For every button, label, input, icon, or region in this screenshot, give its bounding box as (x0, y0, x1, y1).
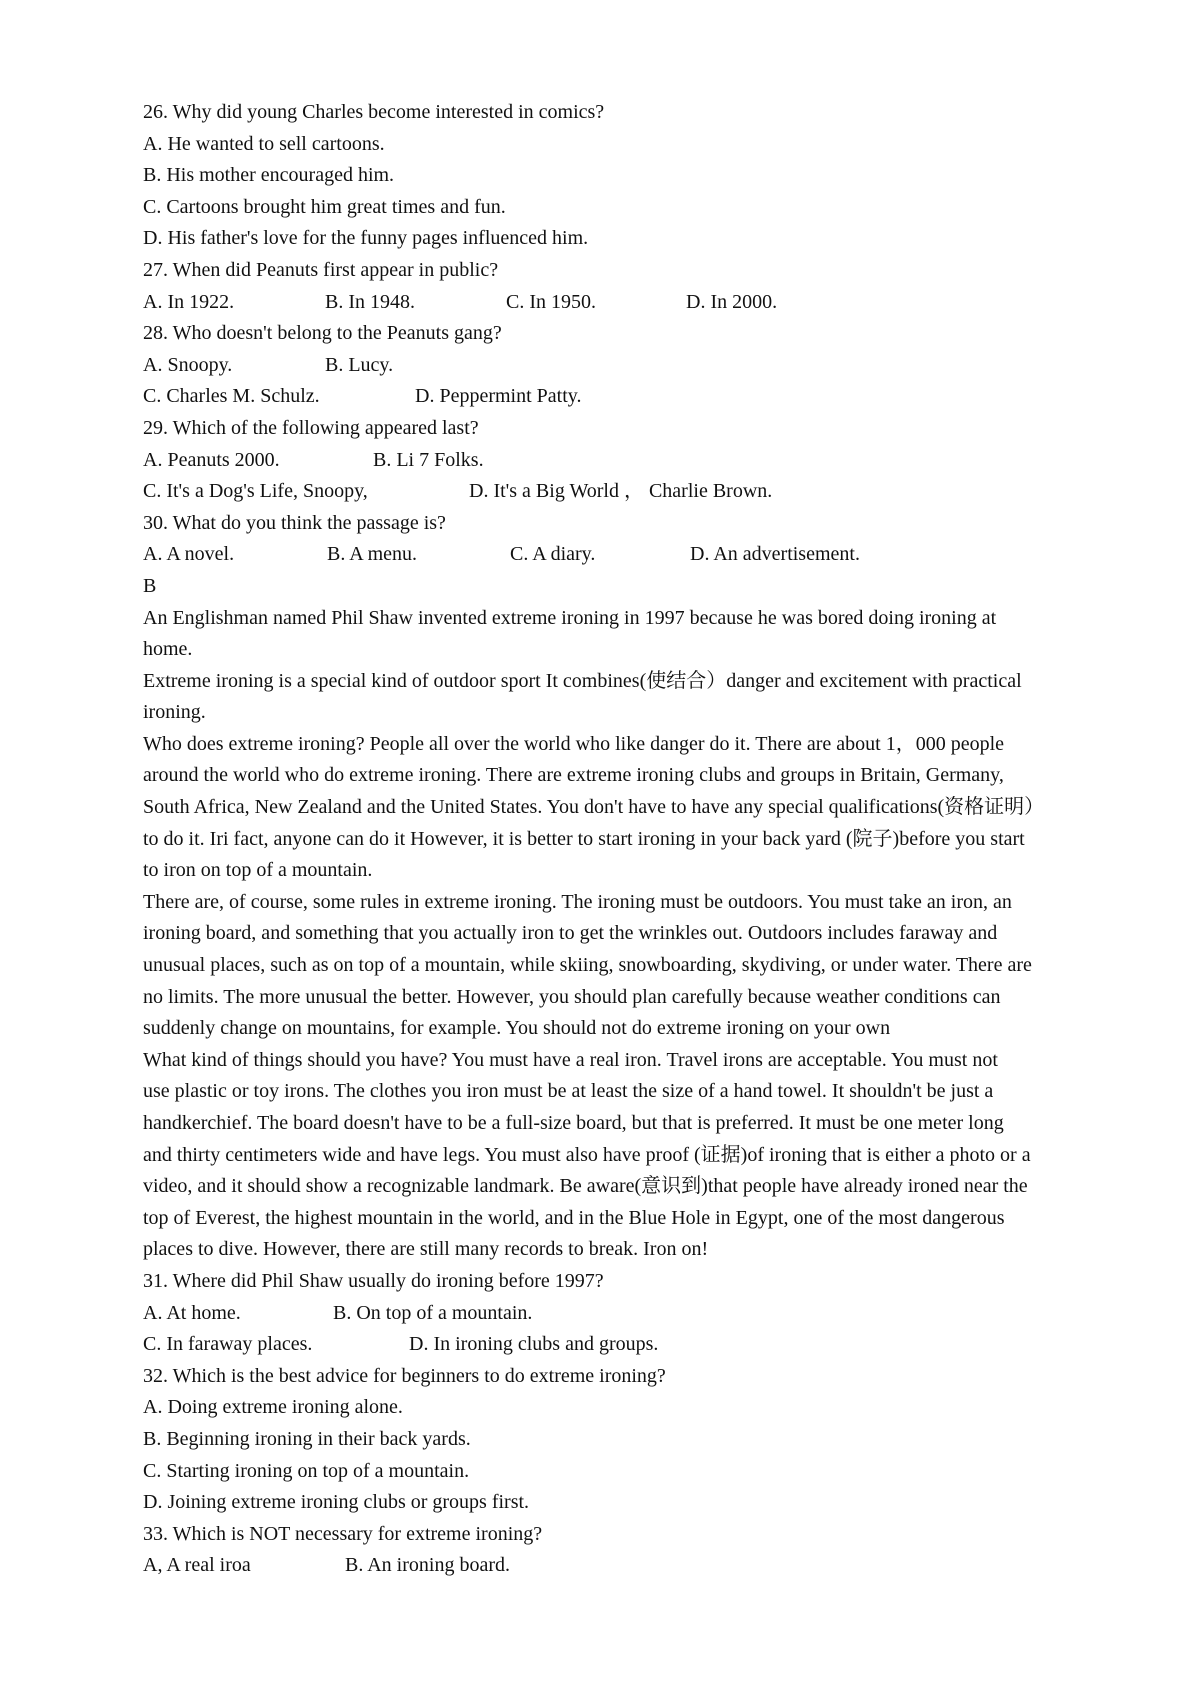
paragraph-line: An Englishman named Phil Shaw invented extreme ironing in 1997 because he was bored doing ironing at (143, 606, 997, 629)
q26-option-c: C. Cartoons brought him great times and fun. (143, 195, 506, 218)
q26-option-d: D. His father's love for the funny pages influenced him. (143, 227, 589, 250)
question-29: 29. Which of the following appeared last? (143, 416, 479, 439)
paragraph-line: ironing board, and something that you actually iron to get the wrinkles out. Outdoors includes faraway and (143, 922, 998, 945)
q28-option-a: A. Snoopy. (143, 353, 233, 376)
q29-option-a: A. Peanuts 2000. (143, 448, 280, 471)
q29-option-b: B. Li 7 Folks. (373, 448, 484, 471)
paragraph-line: no limits. The more unusual the better. However, you should plan carefully because weather conditions can (143, 985, 1001, 1008)
q26-option-a: A. He wanted to sell cartoons. (143, 132, 385, 155)
q31-option-b: B. On top of a mountain. (333, 1301, 533, 1324)
passage-paragraph-3 (143, 729, 1100, 887)
section-b-label: B (143, 574, 157, 597)
question-26: 26. Why did young Charles become interested in comics? (143, 101, 605, 123)
paragraph-line: Extreme ironing is a special kind of outdoor sport It combines(使结合）danger and excitement with practical (143, 669, 1022, 692)
question-31: 31. Where did Phil Shaw usually do ironing before 1997? (143, 1269, 604, 1292)
passage-paragraph-1 (143, 603, 1100, 666)
q32-option-d: D. Joining extreme ironing clubs or groups first. (143, 1491, 530, 1514)
paragraph-line: video, and it should show a recognizable landmark. Be aware(意识到)that people have already ironed near the (143, 1175, 1028, 1198)
paragraph-line: use plastic or toy irons. The clothes you iron must be at least the size of a hand towel. It shouldn't be just a (143, 1080, 994, 1103)
question-27: 27. When did Peanuts first appear in public? (143, 258, 499, 281)
paragraph-line: South Africa, New Zealand and the United States. You don't have to have any special qualifications(资格证明） (143, 796, 1045, 819)
paragraph-line: places to dive. However, there are still many records to break. Iron on! (143, 1238, 709, 1261)
q27-option-d: D. In 2000. (686, 290, 778, 313)
q28-options-ab (143, 350, 1100, 382)
q27-options (143, 287, 1100, 319)
q32-option-c: C. Starting ironing on top of a mountain. (143, 1459, 470, 1482)
q30-option-c: C. A diary. (510, 543, 596, 566)
q30-option-a: A. A novel. (143, 543, 235, 566)
q26-option-b: B. His mother encouraged him. (143, 164, 395, 187)
question-28: 28. Who doesn't belong to the Peanuts gang? (143, 322, 502, 345)
q33-option-b: B. An ironing board. (345, 1554, 510, 1577)
q29-options-cd (143, 476, 1100, 508)
paragraph-line: What kind of things should you have? You must have a real iron. Travel irons are acceptable. You must not (143, 1048, 998, 1071)
q27-option-b: B. In 1948. (325, 290, 415, 313)
q28-option-b: B. Lucy. (325, 353, 394, 376)
question-33: 33. Which is NOT necessary for extreme ironing? (143, 1522, 543, 1545)
q30-option-d: D. An advertisement. (690, 543, 860, 566)
paragraph-line: to do it. Iri fact, anyone can do it However, it is better to start ironing in your back yard (院子)before you start (143, 827, 1025, 850)
q30-options (143, 539, 1100, 571)
q29-option-c: C. It's a Dog's Life, Snoopy, (143, 480, 368, 503)
paragraph-line: home. (143, 638, 193, 661)
q28-option-c: C. Charles M. Schulz. (143, 385, 320, 408)
paragraph-line: There are, of course, some rules in extreme ironing. The ironing must be outdoors. You must take an iron, an (143, 890, 1012, 913)
q32-option-a: A. Doing extreme ironing alone. (143, 1396, 403, 1419)
q33-option-a: A, A real iroa (143, 1554, 251, 1577)
paragraph-line: suddenly change on mountains, for example. You should not do extreme ironing on your own (143, 1017, 891, 1040)
q29-options-ab (143, 445, 1100, 477)
question-30: 30. What do you think the passage is? (143, 511, 446, 534)
question-32: 32. Which is the best advice for beginners to do extreme ironing? (143, 1364, 666, 1387)
passage-paragraph-4 (143, 887, 1100, 1045)
passage-paragraph-2 (143, 666, 1100, 729)
paragraph-line: and thirty centimeters wide and have legs. You must also have proof (证据)of ironing that is either a photo or a (143, 1143, 1031, 1166)
q28-option-d: D. Peppermint Patty. (415, 385, 582, 408)
paragraph-line: Who does extreme ironing? People all over the world who like danger do it. There are about 1，000 people (143, 732, 1005, 755)
document-page (143, 97, 1100, 1582)
q27-option-c: C. In 1950. (506, 290, 596, 313)
q31-option-d: D. In ironing clubs and groups. (409, 1333, 659, 1356)
q31-options-ab (143, 1298, 1100, 1330)
q31-options-cd (143, 1329, 1100, 1361)
paragraph-line: unusual places, such as on top of a mountain, while skiing, snowboarding, skydiving, or under water. There are (143, 954, 1032, 977)
paragraph-line: around the world who do extreme ironing. There are extreme ironing clubs and groups in Britain, Germany, (143, 764, 1004, 787)
paragraph-line: to iron on top of a mountain. (143, 859, 373, 882)
q31-option-a: A. At home. (143, 1301, 241, 1324)
q31-option-c: C. In faraway places. (143, 1333, 313, 1356)
q32-option-b: B. Beginning ironing in their back yards. (143, 1427, 471, 1450)
q28-options-cd (143, 381, 1100, 413)
q33-options-ab (143, 1550, 1100, 1582)
paragraph-line: handkerchief. The board doesn't have to be a full-size board, but that is preferred. It must be one meter long (143, 1112, 1004, 1134)
passage-paragraph-5 (143, 1045, 1100, 1266)
q29-option-d: D. It's a Big World ， Charlie Brown. (469, 480, 773, 503)
q30-option-b: B. A menu. (327, 543, 418, 566)
paragraph-line: top of Everest, the highest mountain in the world, and in the Blue Hole in Egypt, one of the most dangerous (143, 1206, 1005, 1229)
paragraph-line: ironing. (143, 701, 206, 724)
q27-option-a: A. In 1922. (143, 290, 235, 313)
